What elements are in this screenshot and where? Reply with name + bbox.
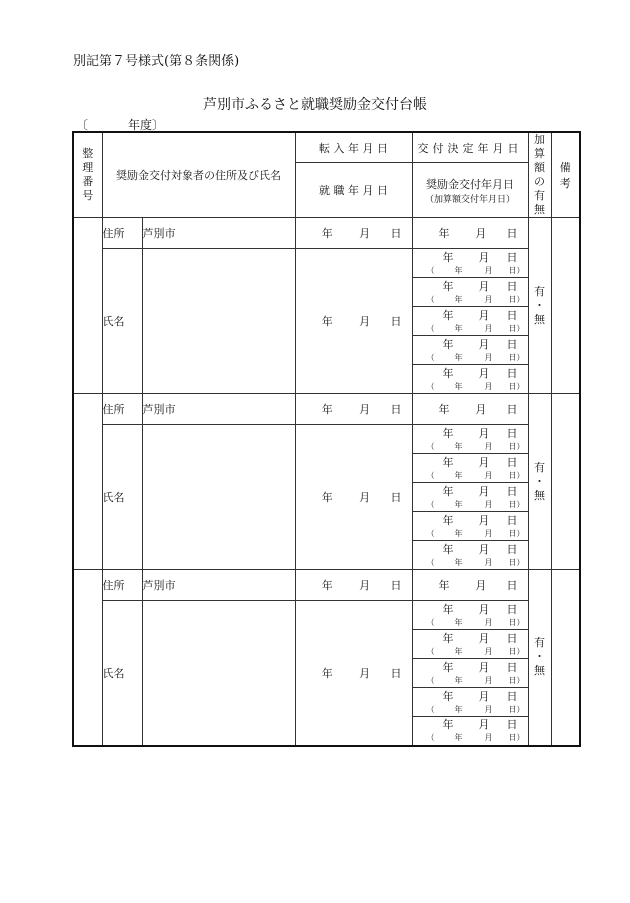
kofu-date-slot: 年 月 日 （ 年 月 日 ） [412,336,528,365]
name-value [142,249,295,394]
kofu-date-slot: 年 月 日 （ 年 月 日 ） [412,512,528,541]
tennyu-date-cell: 年 月 日 [295,218,412,249]
header-kofu-date-note: （加算額交付年月日） [424,194,515,205]
name-label: 氏名 [102,601,142,746]
shushoku-date-cell: 年 月 日 [295,425,412,570]
kofu-date-slot: 年 月 日 （ 年 月 日 ） [412,541,528,570]
name-value [142,425,295,570]
address-value: 芦別市 [142,394,295,425]
header-kofu-date: 奨励金交付年月日 （加算額交付年月日） [412,163,528,218]
form-number-label: 別記第７号様式(第８条関係) [73,54,240,69]
record-number-cell [73,394,102,570]
kofu-kettei-date-cell: 年 月 日 [412,570,528,601]
document-title: 芦別市ふるさと就職奨励金交付台帳 [203,97,427,113]
kofu-date-slot: 年 月 日 （ 年 月 日 ） [412,365,528,394]
name-label: 氏名 [102,249,142,394]
header-kasangaku: 加 算 額 の 有 無 [528,132,551,218]
tennyu-date-cell: 年 月 日 [295,570,412,601]
header-target-person: 奨励金交付対象者の住所及び氏名 [102,132,295,218]
header-kofu-kettei-date: 交付決定年月日 [412,132,528,163]
kofu-date-slot: 年 月 日 （ 年 月 日 ） [412,249,528,278]
name-label: 氏名 [102,425,142,570]
name-value [142,601,295,746]
record-number-cell [73,218,102,394]
biko-cell [551,218,580,394]
kasangaku-presence: 有 ・ 無 [528,570,551,746]
header-seiri-bango: 整 理 番 号 [73,132,102,218]
biko-cell [551,570,580,746]
kofu-date-slot: 年 月 日 （ 年 月 日 ） [412,601,528,630]
address-label: 住所 [102,570,142,601]
shushoku-date-cell: 年 月 日 [295,601,412,746]
fiscal-year-field: 〔 年度〕 [76,118,165,132]
kofu-date-slot: 年 月 日 （ 年 月 日 ） [412,483,528,512]
kofu-kettei-date-cell: 年 月 日 [412,394,528,425]
kofu-date-slot: 年 月 日 （ 年 月 日 ） [412,630,528,659]
address-value: 芦別市 [142,218,295,249]
shushoku-date-cell: 年 月 日 [295,249,412,394]
biko-cell [551,394,580,570]
kofu-date-slot: 年 月 日 （ 年 月 日 ） [412,659,528,688]
kofu-kettei-date-cell: 年 月 日 [412,218,528,249]
kofu-date-slot: 年 月 日 （ 年 月 日 ） [412,454,528,483]
address-value: 芦別市 [142,570,295,601]
header-shushoku-date: 就 職 年 月 日 [295,163,412,218]
address-label: 住所 [102,218,142,249]
tennyu-date-cell: 年 月 日 [295,394,412,425]
kofu-date-slot: 年 月 日 （ 年 月 日 ） [412,278,528,307]
kofu-date-slot: 年 月 日 （ 年 月 日 ） [412,688,528,717]
record-number-cell [73,570,102,746]
header-biko: 備 考 [551,132,580,218]
kasangaku-presence: 有 ・ 無 [528,394,551,570]
kofu-date-slot: 年 月 日 （ 年 月 日 ） [412,717,528,746]
kofu-date-slot: 年 月 日 （ 年 月 日 ） [412,425,528,454]
ledger-table [72,131,581,747]
address-label: 住所 [102,394,142,425]
kasangaku-presence: 有 ・ 無 [528,218,551,394]
header-tennyu-date: 転 入 年 月 日 [295,132,412,163]
kofu-date-slot: 年 月 日 （ 年 月 日 ） [412,307,528,336]
